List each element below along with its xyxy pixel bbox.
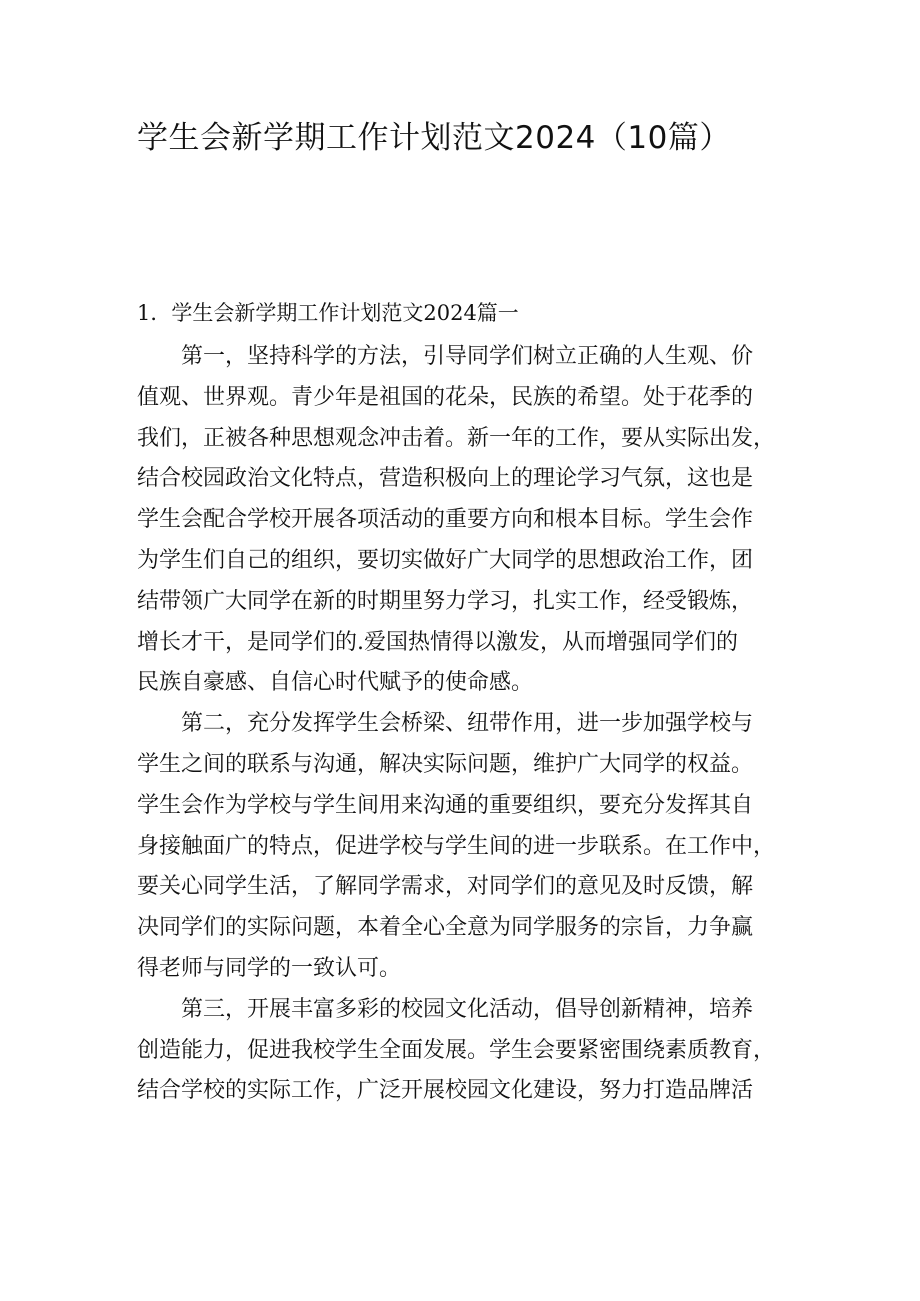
text-line: 民族自豪感、自信心时代赋予的使命感。	[137, 670, 534, 696]
text-line: 学生会作为学校与学生间用来沟通的重要组织，要充分发挥其自	[137, 792, 754, 818]
text-line: 为学生们自己的组织，要切实做好广大同学的思想政治工作，团	[137, 547, 754, 573]
text-line: 决同学们的实际问题，本着全心全意为同学服务的宗旨，力争赢	[137, 915, 754, 941]
document-title: 学生会新学期工作计划范文2024（10篇）	[137, 120, 731, 156]
text-line: 学生会配合学校开展各项活动的重要方向和根本目标。学生会作	[137, 507, 754, 533]
text-line: 第三，开展丰富多彩的校园文化活动，倡导创新精神，培养	[181, 996, 754, 1022]
text-line: 身接触面广的特点，促进学校与学生间的进一步联系。在工作中，	[137, 833, 776, 859]
document-body	[137, 337, 787, 1112]
text-line: 结带领广大同学在新的时期里努力学习，扎实工作，经受锻炼，	[137, 588, 754, 614]
text-line: 增长才干，是同学们的.爱国热情得以激发，从而增强同学们的	[137, 629, 738, 655]
text-line: 要关心同学生活，了解同学需求，对同学们的意见及时反馈，解	[137, 874, 754, 900]
paragraph-1	[137, 337, 787, 704]
text-line: 结合校园政治文化特点，营造积极向上的理论学习气氛，这也是	[137, 466, 754, 492]
text-line: 第二，充分发挥学生会桥梁、纽带作用，进一步加强学校与	[181, 711, 754, 737]
text-line: 得老师与同学的一致认可。	[137, 955, 402, 981]
text-line: 第一，坚持科学的方法，引导同学们树立正确的人生观、价	[181, 344, 754, 369]
paragraph-2	[137, 704, 787, 990]
text-line: 创造能力，促进我校学生全面发展。学生会要紧密围绕素质教育，	[137, 1037, 776, 1063]
text-line: 结合学校的实际工作，广泛开展校园文化建设，努力打造品牌活	[137, 1078, 754, 1104]
text-line: 我们，正被各种思想观念冲击着。新一年的工作，要从实际出发，	[137, 425, 776, 451]
text-line: 值观、世界观。青少年是祖国的花朵，民族的希望。处于花季的	[137, 384, 754, 410]
text-line: 学生之间的联系与沟通，解决实际问题，维护广大同学的权益。	[137, 751, 754, 777]
paragraph-3	[137, 990, 787, 1112]
section-heading: 1．学生会新学期工作计划范文2024篇一	[137, 301, 519, 325]
